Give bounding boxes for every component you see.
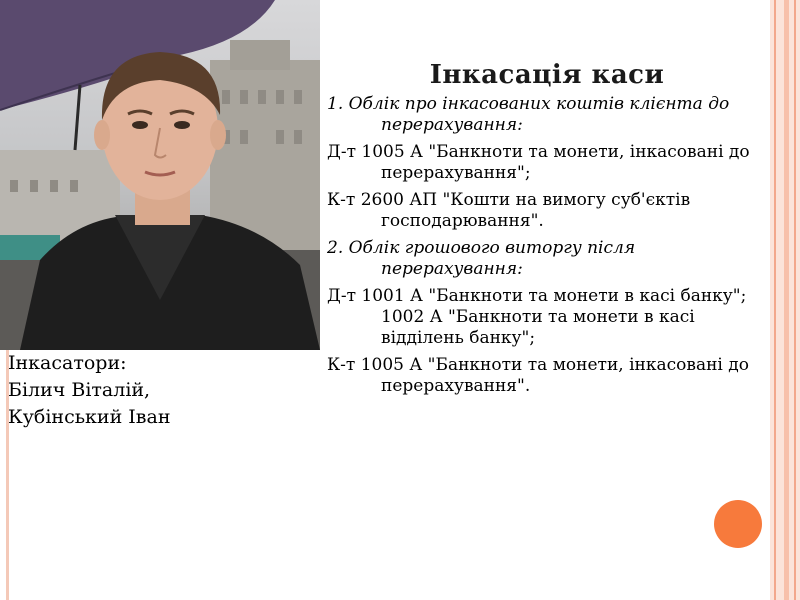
entry-heading-2: 2. Облік грошового виторгу після перерахування: bbox=[327, 238, 636, 279]
entry-heading-1: 1. Облік про інкасованих коштів клієнта до перерахування: bbox=[327, 94, 730, 135]
photo-caption bbox=[8, 350, 170, 431]
entry-credit-1: К-т 2600 АП "Кошти на вимогу суб'єктів господарювання". bbox=[327, 190, 691, 231]
slide-content bbox=[327, 60, 767, 403]
decor-circle bbox=[714, 500, 762, 548]
band-line bbox=[784, 0, 789, 600]
entry-debit-1: Д-т 1005 А "Банкноти та монети, інкасовані до перерахування"; bbox=[327, 142, 750, 183]
entry-debit-2: Д-т 1001 А "Банкноти та монети в касі банку"; 1002 А "Банкноти та монети в касі відділень банку"; bbox=[327, 286, 747, 348]
band-line bbox=[794, 0, 796, 600]
caption-line: Інкасатори: bbox=[8, 352, 127, 374]
entry-credit-2: К-т 1005 А "Банкноти та монети, інкасовані до перерахування". bbox=[327, 355, 749, 396]
person-photo bbox=[0, 0, 320, 350]
band-line bbox=[774, 0, 776, 600]
caption-line: Білич Віталій, bbox=[8, 379, 151, 401]
caption-line: Кубінський Іван bbox=[8, 406, 171, 428]
right-decor-band bbox=[770, 0, 800, 600]
photo-illustration bbox=[0, 0, 320, 350]
slide-title: Інкасація каси bbox=[429, 60, 665, 90]
